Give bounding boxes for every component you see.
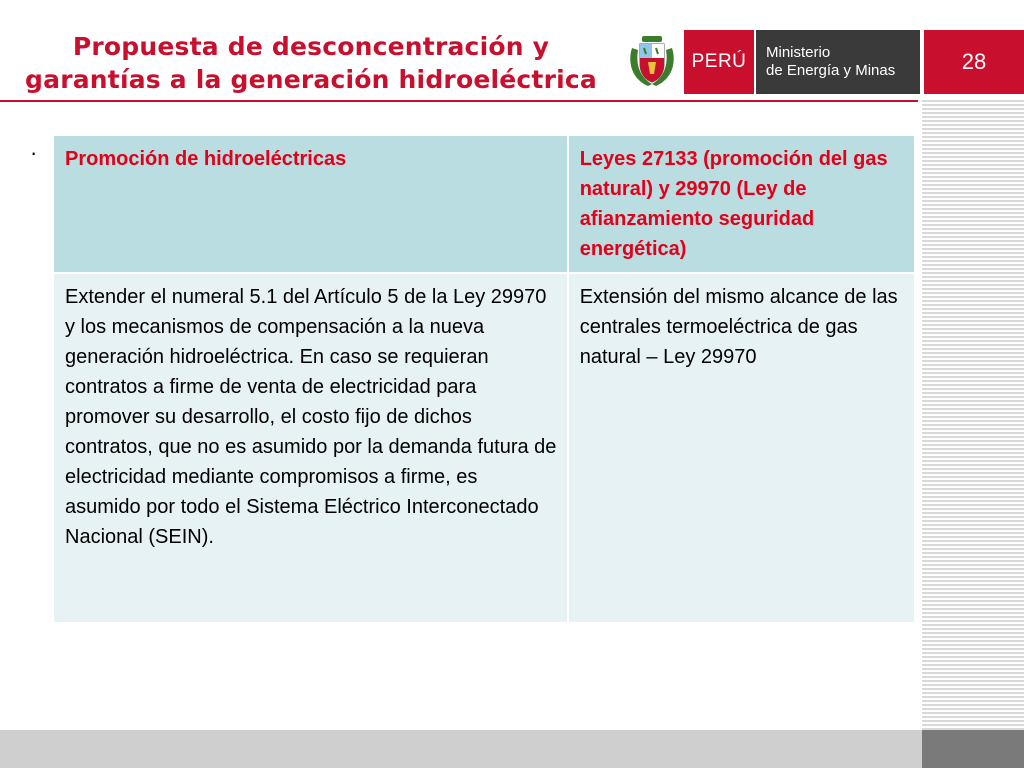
page-number: 28 [924,30,1024,94]
title-divider [0,100,918,102]
table-cell: Extensión del mismo alcance de las centrales termoeléctrica de gas natural – Ley 29970 [568,273,915,623]
ministry-line-1: Ministerio [766,44,831,61]
table-header-cell: Promoción de hidroeléctricas [53,135,568,273]
table-header-cell: Leyes 27133 (promoción del gas natural) y 29970 (Ley de afianzamiento seguridad energética) [568,135,915,273]
slide-title [0,30,622,96]
peru-coat-of-arms-icon [626,34,678,90]
bullet-mark: · [30,140,38,165]
decorative-stripes [922,100,1024,730]
slide-title-line-1: Propuesta de desconcentración y [72,32,550,61]
slide-title-line-2: garantías a la generación hidroeléctrica [25,65,597,94]
proposal-table [52,134,916,624]
table-header-row [53,135,915,273]
country-label: PERÚ [684,30,754,94]
table-cell: Extender el numeral 5.1 del Artículo 5 de la Ley 29970 y los mecanismos de compensación a la nueva generación hidroeléctrica. En caso se requieran contratos a firme de venta de electricidad para promover su desarrollo, el costo fijo de dichos contratos, que no es asumido por la demanda futura de electricidad mediante compromisos a firme, es asumido por todo el Sistema Eléctrico Interconectado Nacional (SEIN). [53,273,568,623]
ministry-label [756,30,920,94]
footer-bar [0,730,922,768]
ministry-line-2: de Energía y Minas [766,62,896,79]
footer-bar-dark [922,730,1024,768]
table-row [53,273,915,623]
